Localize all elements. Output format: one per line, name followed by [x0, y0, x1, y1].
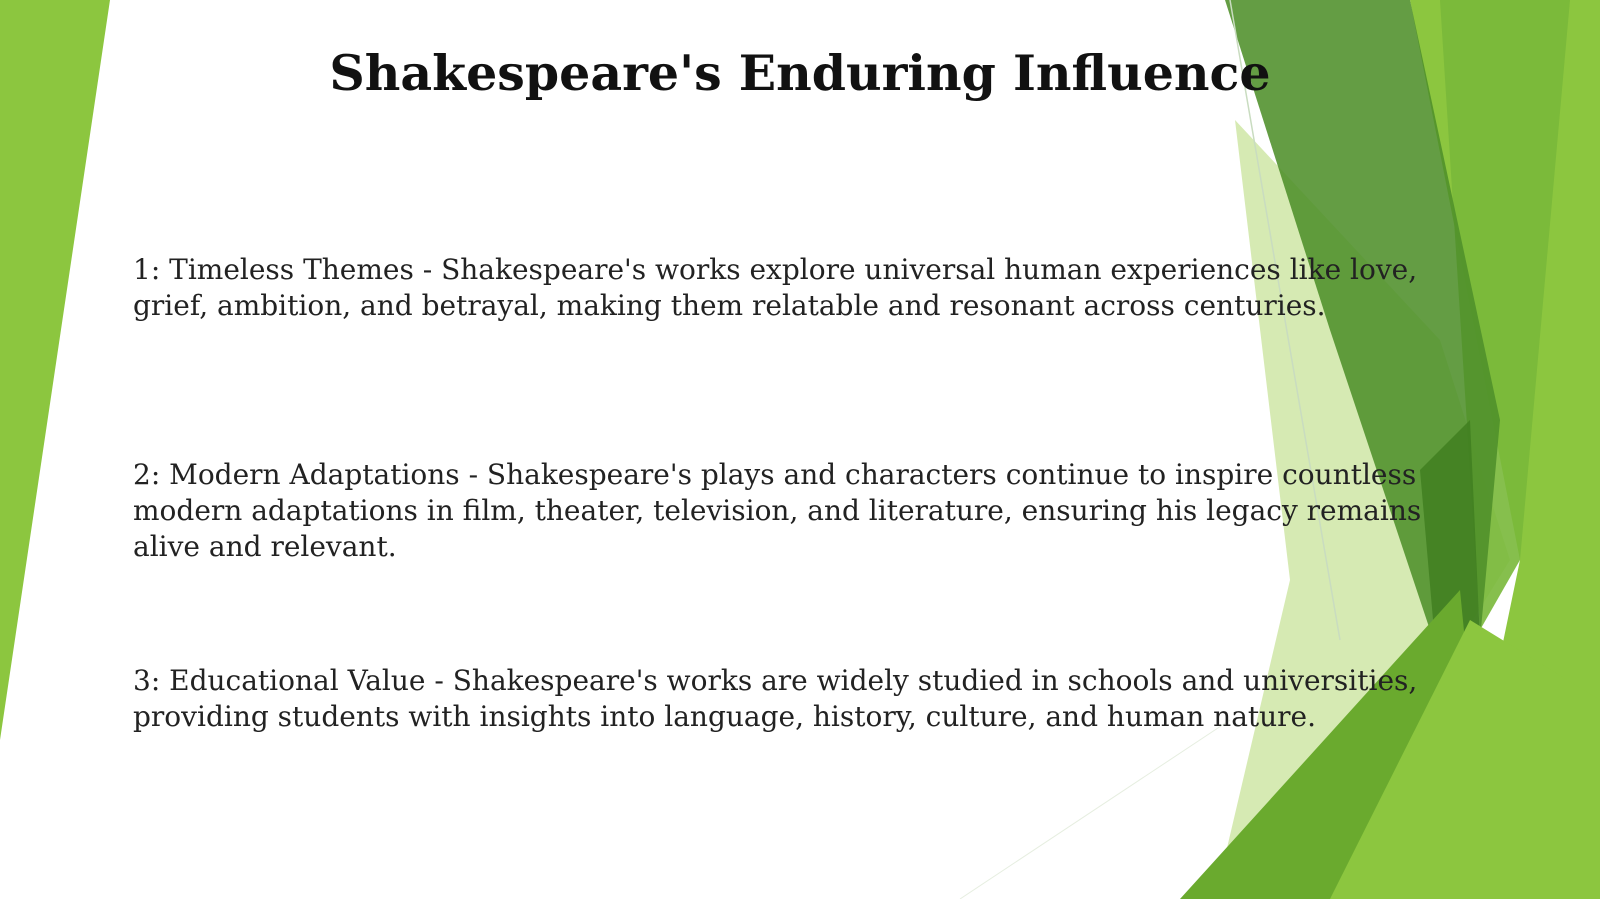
- facet-line: [960, 720, 1230, 899]
- bullet-timeless-themes: 1: Timeless Themes - Shakespeare's works explore universal human experiences like love, grief, ambition, and betrayal, making them relatable and resonant across centuries.: [133, 253, 1418, 322]
- slide-title: Shakespeare's Enduring Influence: [329, 44, 1271, 102]
- bullet-educational-value: 3: Educational Value - Shakespeare's works are widely studied in schools and universities, providing students with insights into language, history, culture, and human nature.: [133, 664, 1418, 733]
- bullet-modern-adaptations: 2: Modern Adaptations - Shakespeare's plays and characters continue to inspire countless modern adaptations in film, theater, television, and literature, ensuring his legacy remains alive and relevant.: [133, 458, 1422, 563]
- left-green-band: [0, 0, 110, 740]
